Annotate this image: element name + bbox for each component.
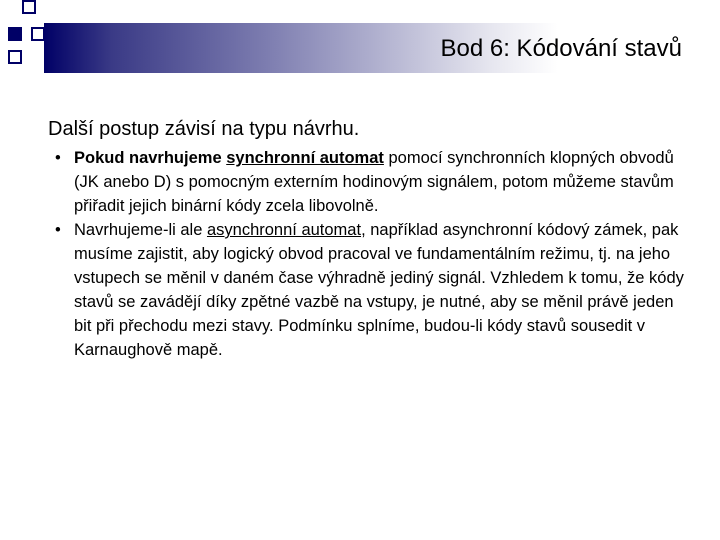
bullet-item-asynchronous <box>48 218 688 362</box>
square-decoration <box>8 50 22 64</box>
bullet-icon: • <box>55 149 61 167</box>
underlined-term-synchronous: synchronní automat <box>226 149 384 167</box>
bullet-icon: • <box>55 221 61 239</box>
bullet-list <box>48 146 688 362</box>
slide-title: Bod 6: Kódování stavů <box>440 35 682 62</box>
bullet-lead: Navrhujeme-li ale <box>74 221 207 239</box>
square-decoration <box>22 0 36 14</box>
bullet-item-synchronous <box>48 146 688 218</box>
square-decoration <box>31 27 45 41</box>
intro-text: Další postup závisí na typu návrhu. <box>48 118 360 140</box>
underlined-term-asynchronous: asynchronní automat <box>206 221 362 239</box>
bullet-text: , například asynchronní kódový zámek, pak musíme zajistit, aby logický obvod pracoval ve fundamentálním režimu, tj. na jeho vstupech se měnil v daném čase výhradně jediný signál. Vzhledem k tomu, že kódy stavů se zavádějí díky zpětné vazbě na vstupy, je nutné, aby se měnil právě jeden bit při přechodu mezi stavy. Podmínku splníme, budou-li kódy stavů sousedit v Karnaughově mapě. <box>74 221 684 359</box>
bullet-text: pomocí synchronních klopných obvodů (JK anebo D) s pomocným externím hodinovým signálem, potom můžeme stavům přiřadit jejich binární kódy zcela libovolně. <box>74 149 674 215</box>
square-decoration <box>8 27 22 41</box>
slide-content <box>48 116 688 362</box>
bullet-bold-lead: Pokud navrhujeme <box>74 149 227 167</box>
